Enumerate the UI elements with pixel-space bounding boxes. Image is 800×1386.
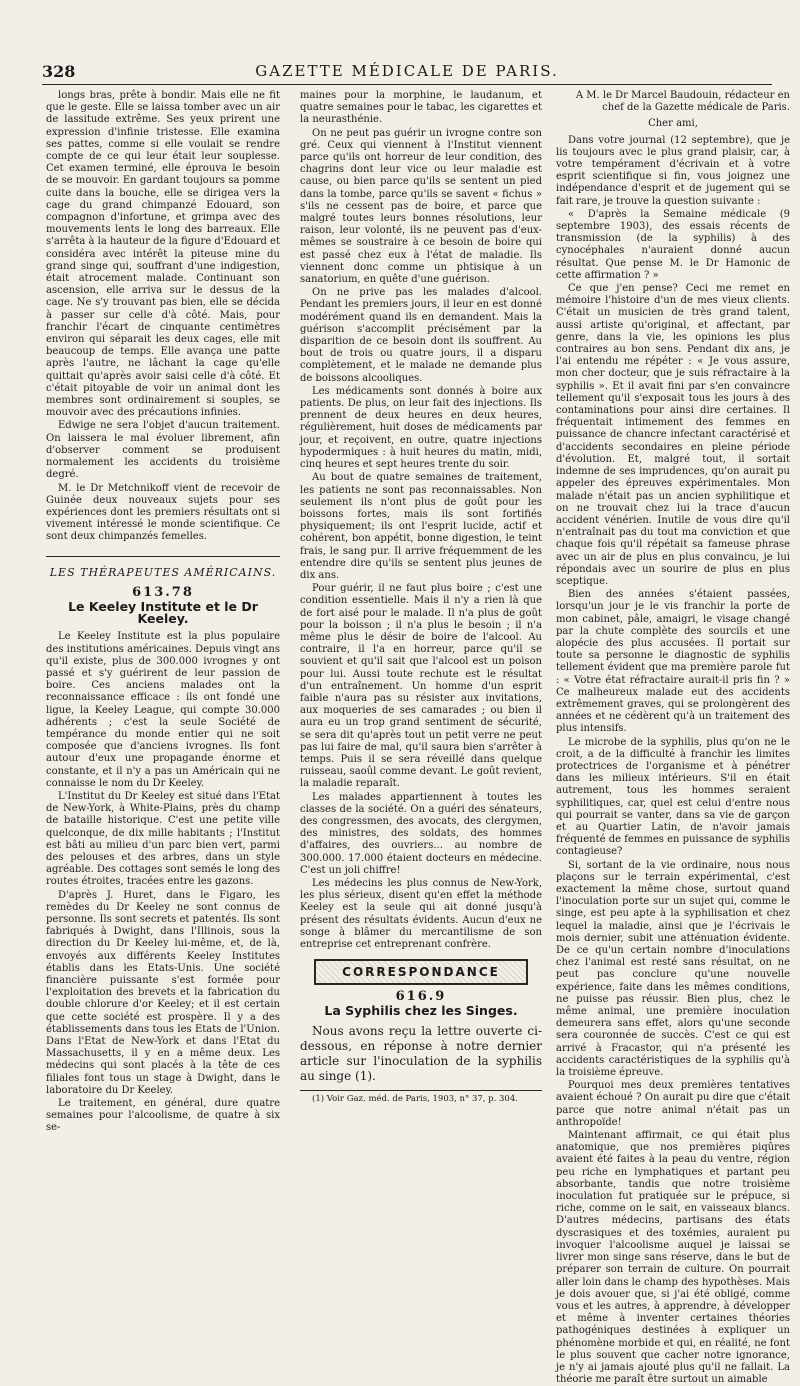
section-title: LES THÉRAPEUTES AMÉRICAINS.: [49, 565, 277, 579]
paragraph: On ne prive pas les malades d'alcool. Pendant les premiers jours, il leur en est donné modérément quand ils en demandent. Mais la guérison s'accomplit précisément par la disparition de ce besoin dont ils souffrent. Au bout de trois ou quatre jours, il a disparu complètement, et le malade ne demande plus de boissons alcooliques.: [300, 287, 542, 384]
paragraph: Pour guérir, il ne faut plus boire ; c'est une condition essentielle. Mais il n'y a rien là que de fort aisé pour le malade. Il n'a plus de goût pour la boisson ; il n'a plus le besoin ; il n'a même plus le désir de boire de l'alcool. Au contraire, il l'a en horreur, parce qu'il se souvient et qu'il sait que l'alcool est un poison pour lui. Aussi toute rechute est le résultat d'un entraînement. Un homme d'un esprit faible n'aura pas su résister aux invitations, aux moqueries de ses camarades ; ou bien il aura eu un trop grand sentiment de sécurité, se sera dit qu'après tout un petit verre ne peut pas lui faire de mal, qu'il saura bien s'arrêter à temps. Puis il se sera réveillé dans quelque ruisseau, saoûl comme devant. Le goût revient, la maladie reparaît.: [300, 583, 542, 790]
column-right: [556, 90, 790, 1386]
section-divider: [46, 556, 280, 557]
column-left: [46, 90, 280, 1134]
lead-paragraph: Nous avons reçu la lettre ouverte ci-dessous, en réponse à notre dernier article sur l'inoculation de la syphilis au singe (1).: [300, 1023, 542, 1083]
article-title: Le Keeley Institute et le Dr Keeley.: [68, 598, 258, 627]
correspondance-banner: CORRESPONDANCE: [314, 959, 528, 985]
paragraph: Bien des années s'étaient passées, lorsqu'un jour je le vis franchir la porte de mon cabinet, pâle, amaigri, le visage changé par la chute complète des sourcils et une alopécie des plus accusées. Il portait sur toute sa personne le diagnostic de syphilis tellement évident que ma première parole fut : « Votre état réfractaire aurait-il pris fin ? » Ce malheureux malade eut des accidents extrêmement graves, qui se prolongèrent des années et ne cédèrent qu'à un traitement des plus intensifs.: [556, 589, 790, 735]
paragraph: « D'après la Semaine médicale (9 septembre 1903), des essais récents de transmission (de la syphilis) à des cynocéphales n'auraient donné aucun résultat. Que pense M. le Dr Hamonic de cette affirmation ? »: [556, 208, 790, 281]
paragraph: Ce que j'en pense? Ceci me remet en mémoire l'histoire d'un de mes vieux clients. C'était un musicien de très grand talent, aussi artiste qu'original, et affectant, par genre, dans la vie, les opinions les plus contraires au bon sens. Pendant dix ans, je l'ai entendu me répéter : « Je vous assure, mon cher docteur, que je suis réfractaire à la syphilis ». Et il avait fini par s'en convaincre tellement qu'il s'exposait tous les jours à des contaminations pour ainsi dire certaines. Il fréquentait intimement des femmes en puissance de chancre infectant caractérisé et d'accidents secondaires en pleine période d'évolution. Et, malgré tout, il sortait indemne de ses imprudences, qu'on aurait pu appeler des épreuves expérimentales. Mon malade n'était pas un ancien syphilitique et on ne trouvait chez lui la trace d'aucun accident vénérien. Inutile de vous dire qu'il n'entraînait pas du tout ma conviction et que chaque fois qu'il répétait sa fameuse phrase avec un air de plus en plus convaincu, je lui répondais avec un sourire de plus en plus sceptique.: [556, 283, 790, 587]
paragraph: Le traitement, en général, dure quatre semaines pour l'alcoolisme, de quatre à six se-: [46, 1098, 280, 1134]
paragraph: On ne peut pas guérir un ivrogne contre son gré. Ceux qui viennent à l'Institut viennent parce qu'ils ont horreur de leur condition, des chagrins dont leur vice ou leur maladie est cause, ou bien parce qu'ils se sentent un pied dans la tombe, parce qu'ils se savent « fichus » s'ils ne cessent pas de boire, et parce que malgré toutes leurs bonnes résolutions, leur raison, leur volonté, ils ne peuvent pas d'eux-mêmes se soustraire à ce besoin de boire qui est passé chez eux à l'état de maladie. Ils viennent donc comme un phtisique à un sanatorium, en quête d'une guérison.: [300, 127, 542, 286]
paragraph: longs bras, prête à bondir. Mais elle ne fit que le geste. Elle se laissa tomber avec un air de lassitude extrême. Ses yeux prirent une expression d'infinie tristesse. Elle examina ses pattes, comme si elle voulait se rendre compte de ce qui leur était leur souplesse. Cet examen terminé, elle éprouva le besoin de se mouvoir. En gardant toujours sa pomme cuite dans la bouche, elle se dirigea vers la cage du grand chimpanzé Edouard, son compagnon d'infortune, et grimpa avec des mouvements lents le long des barreaux. Elle s'arrêta à la hauteur de la figure d'Edouard et considéra avec intérêt la piteuse mine du grand singe qui, souffrant d'une indigestion, était atrocement malade. Continuant son ascension, elle arriva sur le dessus de la cage. Ne s'y trouvant pas bien, elle se décida à passer sur celle d'à côté. Mais, pour franchir l'écart de cinquante centimètres environ qui séparait les deux cages, elle mit beaucoup de temps. Elle avança une patte après l'autre, ne lâchant la cage qu'elle quittait qu'après avoir saisi celle d'à côté. Et c'était pitoyable de voir un animal dont les membres sont ordinairement si souples, se mouvoir avec des précautions infinies.: [46, 90, 280, 419]
paragraph: D'après J. Huret, dans le Figaro, les remèdes du Dr Keeley ne sont connus de personne. Ils sont secrets et patentés. Ils sont fabriqués à Dwight, dans l'Illinois, sous la direction du Dr Keeley lui-même, et, de là, envoyés aux différents Keeley Institutes établis dans les Etats-Unis. Une société financière puissante s'est formée pour l'exploitation des brevets et la fabrication du double chlorure d'or Keeley; et il est certain que cette société est prospère. Il y a des établissements dans tous les Etats de l'Union. Dans l'Etat de New-York et dans l'Etat du Massachusetts, il y en a même deux. Les médecins qui sont placés à la tête de ces filiales font tous un stage à Dwight, dans le laboratoire du Dr Keeley.: [46, 889, 280, 1096]
letter-salutation: Cher ami,: [648, 118, 698, 130]
paragraph: Les malades appartiennent à toutes les classes de la société. On a guéri des sénateurs, des congressmen, des avocats, des clergymen, des ministres, des soldats, des hommes d'affaires, des ouvriers... au nombre de 300.000. 17.000 étaient docteurs en médecine. C'est un joli chiffre!: [300, 791, 542, 876]
paragraph: Le microbe de la syphilis, plus qu'on ne le croit, a de la difficulté à franchir les limites protectrices de l'organisme et à pénétrer dans les milieux intérieurs. S'il en était autrement, tous les hommes seraient syphilitiques, car, quel est celui d'entre nous qui pourrait se vanter, dans sa vie de garçon et au Quartier Latin, de n'avoir jamais fréquenté de femmes en puissance de syphilis contagieuse?: [556, 736, 790, 858]
paragraph: Les médecins les plus connus de New-York, les plus sérieux, disent qu'en effet la méthode Keeley est la seule qui ait donné jusqu'à présent des résultats évidents. Aucun d'eux ne songe à blâmer du mercantilisme de son entreprise cet entreprenant confrère.: [300, 878, 542, 951]
article-number: 613.78: [132, 584, 194, 600]
article-title: La Syphilis chez les Singes.: [324, 1003, 518, 1019]
letter-address: A M. le Dr Marcel Baudouin, rédacteur en chef de la Gazette médicale de Paris.: [575, 90, 790, 114]
article-number: 616.9: [395, 989, 447, 1005]
column-middle: [300, 90, 542, 1104]
page-number: 328: [42, 62, 76, 81]
page-header: [42, 62, 772, 85]
paragraph: Edwige ne sera l'objet d'aucun traitement. On laissera le mal évoluer librement, afin d'observer comment se produisent normalement les accidents du troisième degré.: [46, 420, 280, 481]
paragraph: Pourquoi mes deux premières tentatives avaient échoué ? On aurait pu dire que c'était parce que notre animal n'était pas un anthropoïde!: [556, 1080, 790, 1128]
journal-title: GAZETTE MÉDICALE DE PARIS.: [255, 62, 559, 80]
paragraph: Si, sortant de la vie ordinaire, nous nous plaçons sur le terrain expérimental, c'est exactement la même chose, surtout quand l'inoculation porte sur un sujet qui, comme le singe, est peu apte à la syphilisation et chez lequel la maladie, ainsi que je l'écrivais le mois dernier, subit une atténuation évidente. De ce qu'un certain nombre d'inoculations chez l'animal est resté sans résultat, on ne peut pas conclure qu'une nouvelle expérience, faite dans les mêmes conditions, ne puisse pas réussir. Bien plus, chez le même animal, une première inoculation demeurera sans effet, alors qu'une seconde sera couronnée de succès. C'est ce qui est arrivé à Fracastor, qui n'a présenté les accidents caractéristiques de la syphilis qu'à la troisième épreuve.: [556, 859, 790, 1079]
footnote: (1) Voir Gaz. méd. de Paris, 1903, n° 37, p. 304.: [300, 1090, 542, 1105]
paragraph: Le Keeley Institute est la plus populaire des institutions américaines. Depuis vingt ans qu'il existe, plus de 300.000 ivrognes y ont passé et s'y guérirent de leur passion de boire. Ces anciens malades ont la reconnaissance efficace : ils ont fondé une ligue, la Keeley League, qui compte 30.000 adhérents ; c'est la seule Société de tempérance du monde entier qui ne soit composée que d'anciens ivrognes. Ils font autour d'eux une propagande énorme et constante, et il n'y a pas un Américain qui ne connaisse le nom du Dr Keeley.: [46, 631, 280, 789]
paragraph: maines pour la morphine, le laudanum, et quatre semaines pour le tabac, les cigarettes et la neurasthénie.: [300, 90, 542, 126]
paragraph: L'Institut du Dr Keeley est situé dans l'Etat de New-York, à White-Plains, près du champ de bataille historique. C'est une petite ville quelconque, de dix mille habitants ; l'Institut est bâti au milieu d'un parc bien vert, parmi des pelouses et des arbres, dans un style agréable. Des cottages sont semés le long des routes étroites, tracées entre les gazons.: [46, 790, 280, 888]
paragraph: Dans votre journal (12 septembre), que je lis toujours avec le plus grand plaisir, car, à votre tempérament d'écrivain et à votre esprit scientifique si fin, vous joignez une indépendance d'esprit et de jugement qui se fait rare, je trouve la question suivante :: [556, 134, 790, 207]
paragraph: Au bout de quatre semaines de traitement, les patients ne sont pas reconnaissables. Non seulement ils n'ont plus de goût pour les boissons fortes, mais ils sont fortifiés physiquement; ils ont l'esprit lucide, actif et cohérent, bon appétit, bonne digestion, le teint frais, le sang pur. Il arrive fréquemment de les entendre dire qu'ils se sentent plus jeunes de dix ans.: [300, 472, 542, 581]
paragraph: Les médicaments sont donnés à boire aux patients. De plus, on leur fait des injections. Ils prennent de deux heures en deux heures, régulièrement, huit doses de médicaments par jour, et reçoivent, en outre, quatre injections hypodermiques : à huit heures du matin, midi, cinq heures et sept heures trente du soir.: [300, 385, 542, 471]
paragraph: M. le Dr Metchnikoff vient de recevoir de Guinée deux nouveaux sujets pour ses expériences dont les premiers résultats ont si vivement intéressé le monde scientifique. Ce sont deux chimpanzés femelles.: [46, 482, 280, 543]
paragraph: Maintenant affirmait, ce qui était plus anatomique, que nos premières piqûres avaient été faites à la peau du ventre, région peu riche en lymphatiques et partant peu absorbante, tandis que notre troisième inoculation fut pratiquée sur le prépuce, si riche, comme on le sait, en vaisseaux blancs. D'autres médecins, partisans des états dyscrasiques et des toxémies, auraient pu invoquer l'alcoolisme auquel je laissai se livrer mon singe sans réserve, dans le but de préparer son terrain de culture. On pourrait aller loin dans le champ des hypothèses. Mais je dois avouer que, si j'ai été obligé, comme vous et les autres, à apprendre, à développer et même à inventer certaines théories pathogéniques destinées à expliquer un phénomène morbide et qui, en réalité, ne font le plus souvent que cacher notre ignorance, je n'y ai jamais ajouté plus qu'il ne fallait. La théorie me paraît être surtout un aimable: [556, 1130, 790, 1386]
